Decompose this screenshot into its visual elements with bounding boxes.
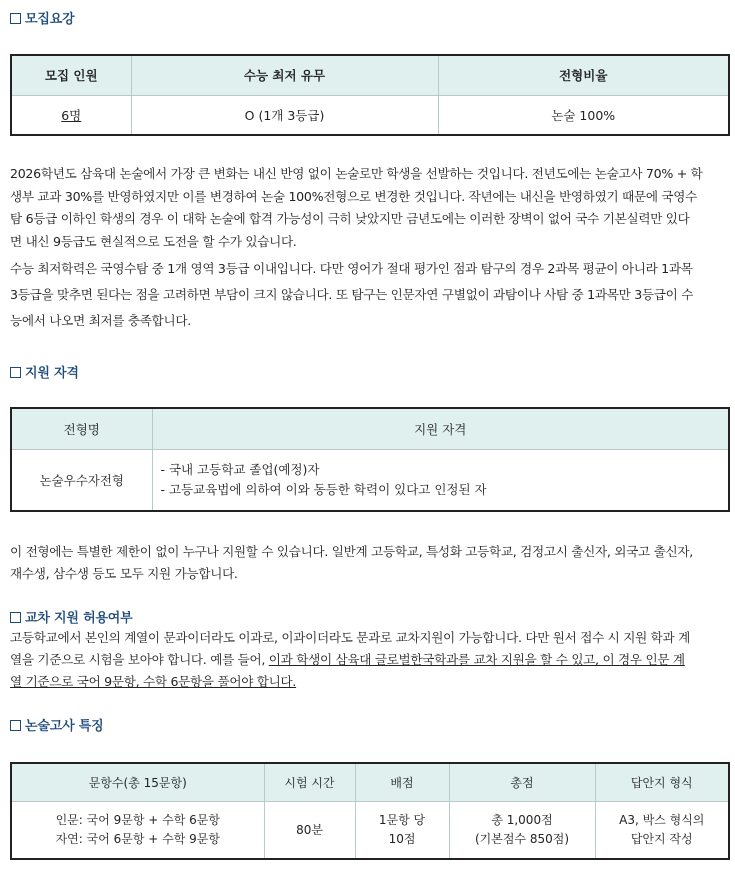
section-heading-recruitment: 모집요강 <box>10 8 74 27</box>
table-cell-score: 1문항 당 10점 <box>355 801 449 859</box>
list-item: - 고등교육법에 의하여 이와 동등한 학력이 있다고 인정된 자 <box>160 481 487 497</box>
header-cell: 모집 인원 <box>11 55 131 95</box>
header-cell: 지원 자격 <box>152 408 729 449</box>
checkbox-square-icon <box>10 720 21 731</box>
checkbox-square-icon <box>10 612 21 623</box>
header-cell: 배점 <box>355 763 449 801</box>
table-cell-answer-format: A3, 박스 형식의 답안지 작성 <box>595 801 729 859</box>
table-cell-quota: 6명 <box>11 95 131 135</box>
section-heading-eligibility: 지원 자격 <box>10 362 79 381</box>
list-item: - 국내 고등학교 졸업(예정)자 <box>160 461 320 477</box>
header-cell: 총점 <box>449 763 595 801</box>
eligibility-paragraph: 이 전형에는 특별한 제한이 없이 누구나 지원할 수 있습니다. 일반계 고등학교, 특성화 고등학교, 검정고시 출신자, 외국고 출신자, 재수생, 삼수생 등도 모두 지원 가능합니다. <box>10 544 693 581</box>
checkbox-square-icon <box>10 13 21 24</box>
table-cell-type: 논술우수자전형 <box>11 449 152 511</box>
header-cell: 문항수(총 15문항) <box>11 763 264 801</box>
min-score-paragraph: 수능 최저학력은 국영수탐 중 1개 영역 3등급 이내입니다. 다만 영어가 절대 평가인 점과 탐구의 경우 2과목 평균이 아니라 1과목 3등급을 맞추면 된다는 점을 고려하면 부담이 크지 않습니다. 또 탐구는 인문자연 구별없이 과탐이나 사탐 중 1과목만 3등급이 수 능에서 나오면 최저를 충족합니다. <box>10 261 694 328</box>
exam-table <box>10 762 730 860</box>
recruitment-table <box>10 54 730 136</box>
table-cell-time: 80분 <box>264 801 355 859</box>
section-heading-exam: 논술고사 특징 <box>10 715 103 734</box>
recruitment-paragraph: 2026학년도 삼육대 논술에서 가장 큰 변화는 내신 반영 없이 논술로만 학생을 선발하는 것입니다. 전년도에는 논술고사 70% + 학 생부 교과 30%를 반영하였지만 이를 변경하여 논술 100%전형으로 변경한 것입니다. 작년에는 내신을 반영하였기 때문에 국영수 탐 6등급 이하인 학생의 경우 이 대학 논술에 합격 가능성이 극히 낮았지만 금년도에는 이러한 장벽이 없어 국수 기본실력만 있다 면 내신 9등급도 현실적으로 도전을 할 수가 있습니다. <box>10 166 703 249</box>
table-cell-qualifications <box>152 449 729 511</box>
cross-application-paragraph: 고등학교에서 본인의 계열이 문과이더라도 이과로, 이과이더라도 문과로 교차지원이 가능합니다. 다만 원서 접수 시 지원 학과 계 열을 기준으로 시험을 보아야 합니다. 예를 들어, 이과 학생이 삼육대 글로벌한국학과를 교차 지원을 할 수 있고, 이 경우 인문 계 열 기준으로 국어 9문항, 수학 6문항을 풀어야 합니다. <box>10 630 690 689</box>
section-heading-cross-application: 교차 지원 허용여부 <box>10 607 133 626</box>
table-cell-questions: 인문: 국어 9문항 + 수학 6문항 자연: 국어 6문항 + 수학 9문항 <box>11 801 264 859</box>
header-cell: 전형비율 <box>438 55 729 95</box>
header-cell: 답안지 형식 <box>595 763 729 801</box>
eligibility-table <box>10 407 730 512</box>
header-cell: 전형명 <box>11 408 152 449</box>
header-cell: 시험 시간 <box>264 763 355 801</box>
table-cell-min-score: O (1개 3등급) <box>131 95 438 135</box>
table-cell-ratio: 논술 100% <box>438 95 729 135</box>
checkbox-square-icon <box>10 367 21 378</box>
table-cell-total: 총 1,000점 (기본점수 850점) <box>449 801 595 859</box>
header-cell: 수능 최저 유무 <box>131 55 438 95</box>
